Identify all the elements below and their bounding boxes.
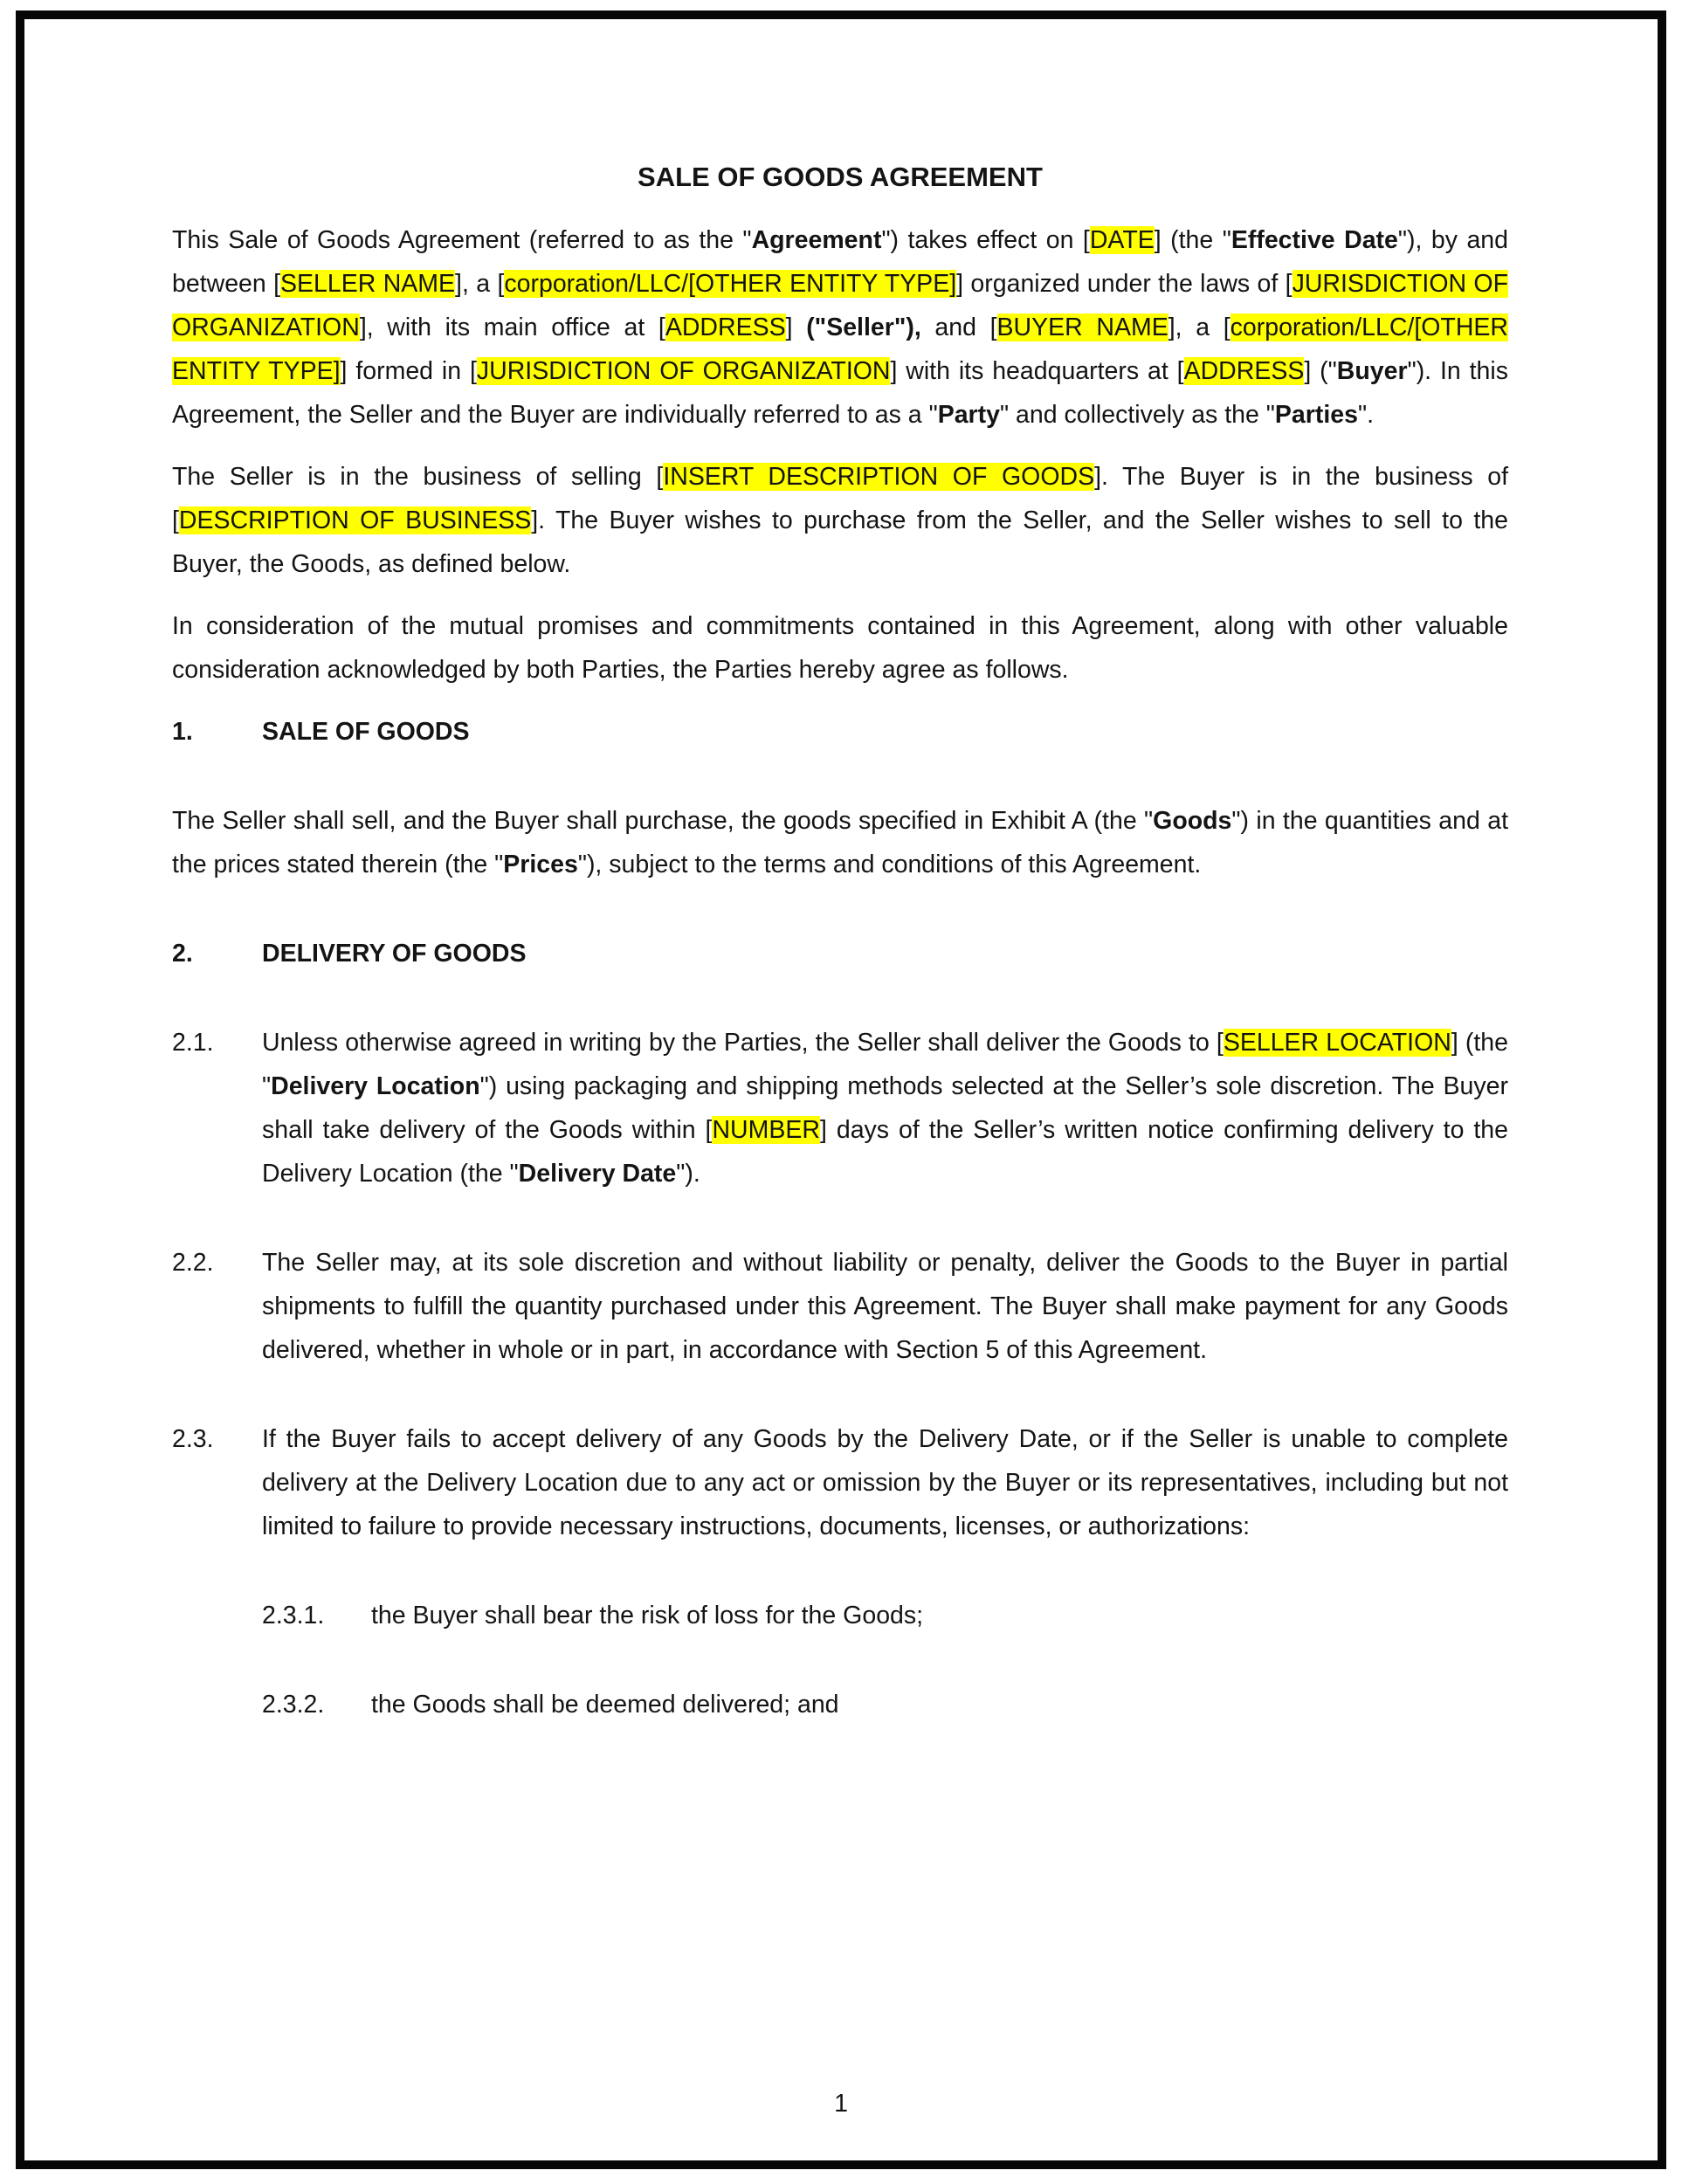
placeholder-field: NUMBER <box>712 1116 820 1144</box>
text-run: Buyer <box>1336 357 1408 385</box>
text-run: ] formed in [ <box>340 357 477 385</box>
text-run: This Sale of Goods Agreement (referred to as the " <box>172 226 752 254</box>
text-run: and [ <box>920 313 997 341</box>
page-number: 1 <box>834 2090 848 2118</box>
text-run: ") using packaging and shipping methods selected at the Seller’s sole discretion. The Buyer shall take delivery of the Goods within [ <box>262 1072 1508 1144</box>
placeholder-field: JURISDICTION OF ORGANIZATION <box>476 357 891 385</box>
text-run: Delivery Location <box>271 1072 480 1100</box>
text-run: If the Buyer fails to accept delivery of any Goods by the Delivery Date, or if the Seller is unable to complete delivery at the Delivery Location due to any act or omission by the Buyer or its representatives, including but not limited to failure to provide necessary instructions, documents, licenses, or authorizations: <box>262 1425 1508 1540</box>
text-run: Goods <box>1153 807 1232 835</box>
document-content <box>24 19 1658 1772</box>
text-run: Unless otherwise agreed in writing by the Parties, the Seller shall deliver the Goods to [ <box>262 1029 1224 1057</box>
text-run: Prices <box>503 851 578 878</box>
intro-paragraph-consideration <box>172 604 1508 692</box>
text-run: Parties <box>1274 401 1358 429</box>
document-blocks <box>172 218 1508 1726</box>
text-run: the Buyer shall bear the risk of loss for the Goods; <box>371 1602 924 1629</box>
placeholder-field: DATE <box>1089 226 1155 254</box>
clause-2-3-1 <box>172 1594 1508 1637</box>
text-run: Effective Date <box>1230 226 1398 254</box>
text-run: ]. The Buyer is in the business of [ <box>172 463 1508 534</box>
clause-2-2 <box>172 1241 1508 1372</box>
text-run: ] organized under the laws of [ <box>956 270 1293 298</box>
placeholder-field: ADDRESS <box>1183 357 1305 385</box>
text-run: The Seller shall sell, and the Buyer shall purchase, the goods specified in Exhibit A (the " <box>172 807 1154 835</box>
section-1-heading <box>172 710 1508 754</box>
placeholder-field: INSERT DESCRIPTION OF GOODS <box>663 463 1095 491</box>
clause-2-2-number: 2.2. <box>172 1249 214 1277</box>
text-run: ] (the " <box>262 1029 1508 1100</box>
text-run: ]. The Buyer wishes to purchase from the Seller, and the Seller wishes to sell to the Buyer, the Goods, as defined below. <box>172 506 1508 578</box>
text-run: DELIVERY OF GOODS <box>262 940 527 968</box>
placeholder-field: BUYER NAME <box>996 313 1168 341</box>
placeholder-field: SELLER LOCATION <box>1223 1029 1451 1057</box>
clause-2-3-1-number: 2.3.1. <box>262 1602 325 1629</box>
clause-2-3 <box>172 1417 1508 1548</box>
text-run: ") in the quantities and at the prices stated therein (the " <box>172 807 1508 878</box>
section-1-heading-number: 1. <box>172 718 193 746</box>
text-run: ] <box>785 313 807 341</box>
section-1-body <box>172 799 1508 886</box>
text-run: the Goods shall be deemed delivered; and <box>371 1691 839 1719</box>
text-run: "). In this Agreement, the Seller and the Buyer are individually referred to as a " <box>172 357 1508 429</box>
text-run: ] (" <box>1304 357 1337 385</box>
placeholder-field: ADDRESS <box>665 313 786 341</box>
placeholder-field: corporation/LLC/[OTHER ENTITY TYPE] <box>504 270 957 298</box>
clause-2-1 <box>172 1021 1508 1195</box>
text-run: "), subject to the terms and conditions of this Agreement. <box>577 851 1202 878</box>
clause-2-3-number: 2.3. <box>172 1425 214 1453</box>
document-title: SALE OF GOODS AGREEMENT <box>638 162 1043 192</box>
page-border-frame <box>16 10 1666 2169</box>
section-2-heading-number: 2. <box>172 940 193 968</box>
text-run: In consideration of the mutual promises and commitments contained in this Agreement, along with other valuable consideration acknowledged by both Parties, the Parties hereby agree as follows. <box>172 612 1508 684</box>
clause-2-1-number: 2.1. <box>172 1029 214 1057</box>
text-run: ] days of the Seller’s written notice confirming delivery to the Delivery Location (the " <box>262 1116 1508 1188</box>
text-run: ], with its main office at [ <box>359 313 665 341</box>
text-run: ("Seller"), <box>806 313 921 341</box>
text-run: Delivery Date <box>518 1160 677 1188</box>
text-run: SALE OF GOODS <box>262 718 470 746</box>
text-run: " and collectively as the " <box>999 401 1275 429</box>
text-run: Party <box>937 401 1000 429</box>
text-run: The Seller may, at its sole discretion and without liability or penalty, deliver the Goods to the Buyer in partial shipments to fulfill the quantity purchased under this Agreement. The Buyer shall make payment for any Goods delivered, whether in whole or in part, in accordance with Section 5 of this Agreement. <box>262 1249 1508 1364</box>
placeholder-field: JURISDICTION OF ORGANIZATION <box>172 270 1508 341</box>
placeholder-field: corporation/LLC/[OTHER ENTITY TYPE] <box>172 313 1509 385</box>
text-run: ") takes effect on [ <box>881 226 1090 254</box>
intro-paragraph-business <box>172 455 1508 586</box>
placeholder-field: SELLER NAME <box>280 270 456 298</box>
text-run: "), by and between [ <box>172 226 1509 298</box>
text-run: ] with its headquarters at [ <box>890 357 1184 385</box>
text-run: The Seller is in the business of selling [ <box>172 463 664 491</box>
clause-2-3-2-number: 2.3.2. <box>262 1691 325 1719</box>
section-2-heading <box>172 932 1508 975</box>
text-run: ], a [ <box>1168 313 1230 341</box>
placeholder-field: DESCRIPTION OF BUSINESS <box>178 506 532 534</box>
text-run: "). <box>676 1160 700 1188</box>
text-run: Agreement <box>751 226 882 254</box>
text-run: ". <box>1357 401 1374 429</box>
intro-paragraph-parties <box>172 218 1508 437</box>
clause-2-3-2 <box>172 1683 1508 1726</box>
text-run: ], a [ <box>455 270 505 298</box>
text-run: ] (the " <box>1154 226 1231 254</box>
